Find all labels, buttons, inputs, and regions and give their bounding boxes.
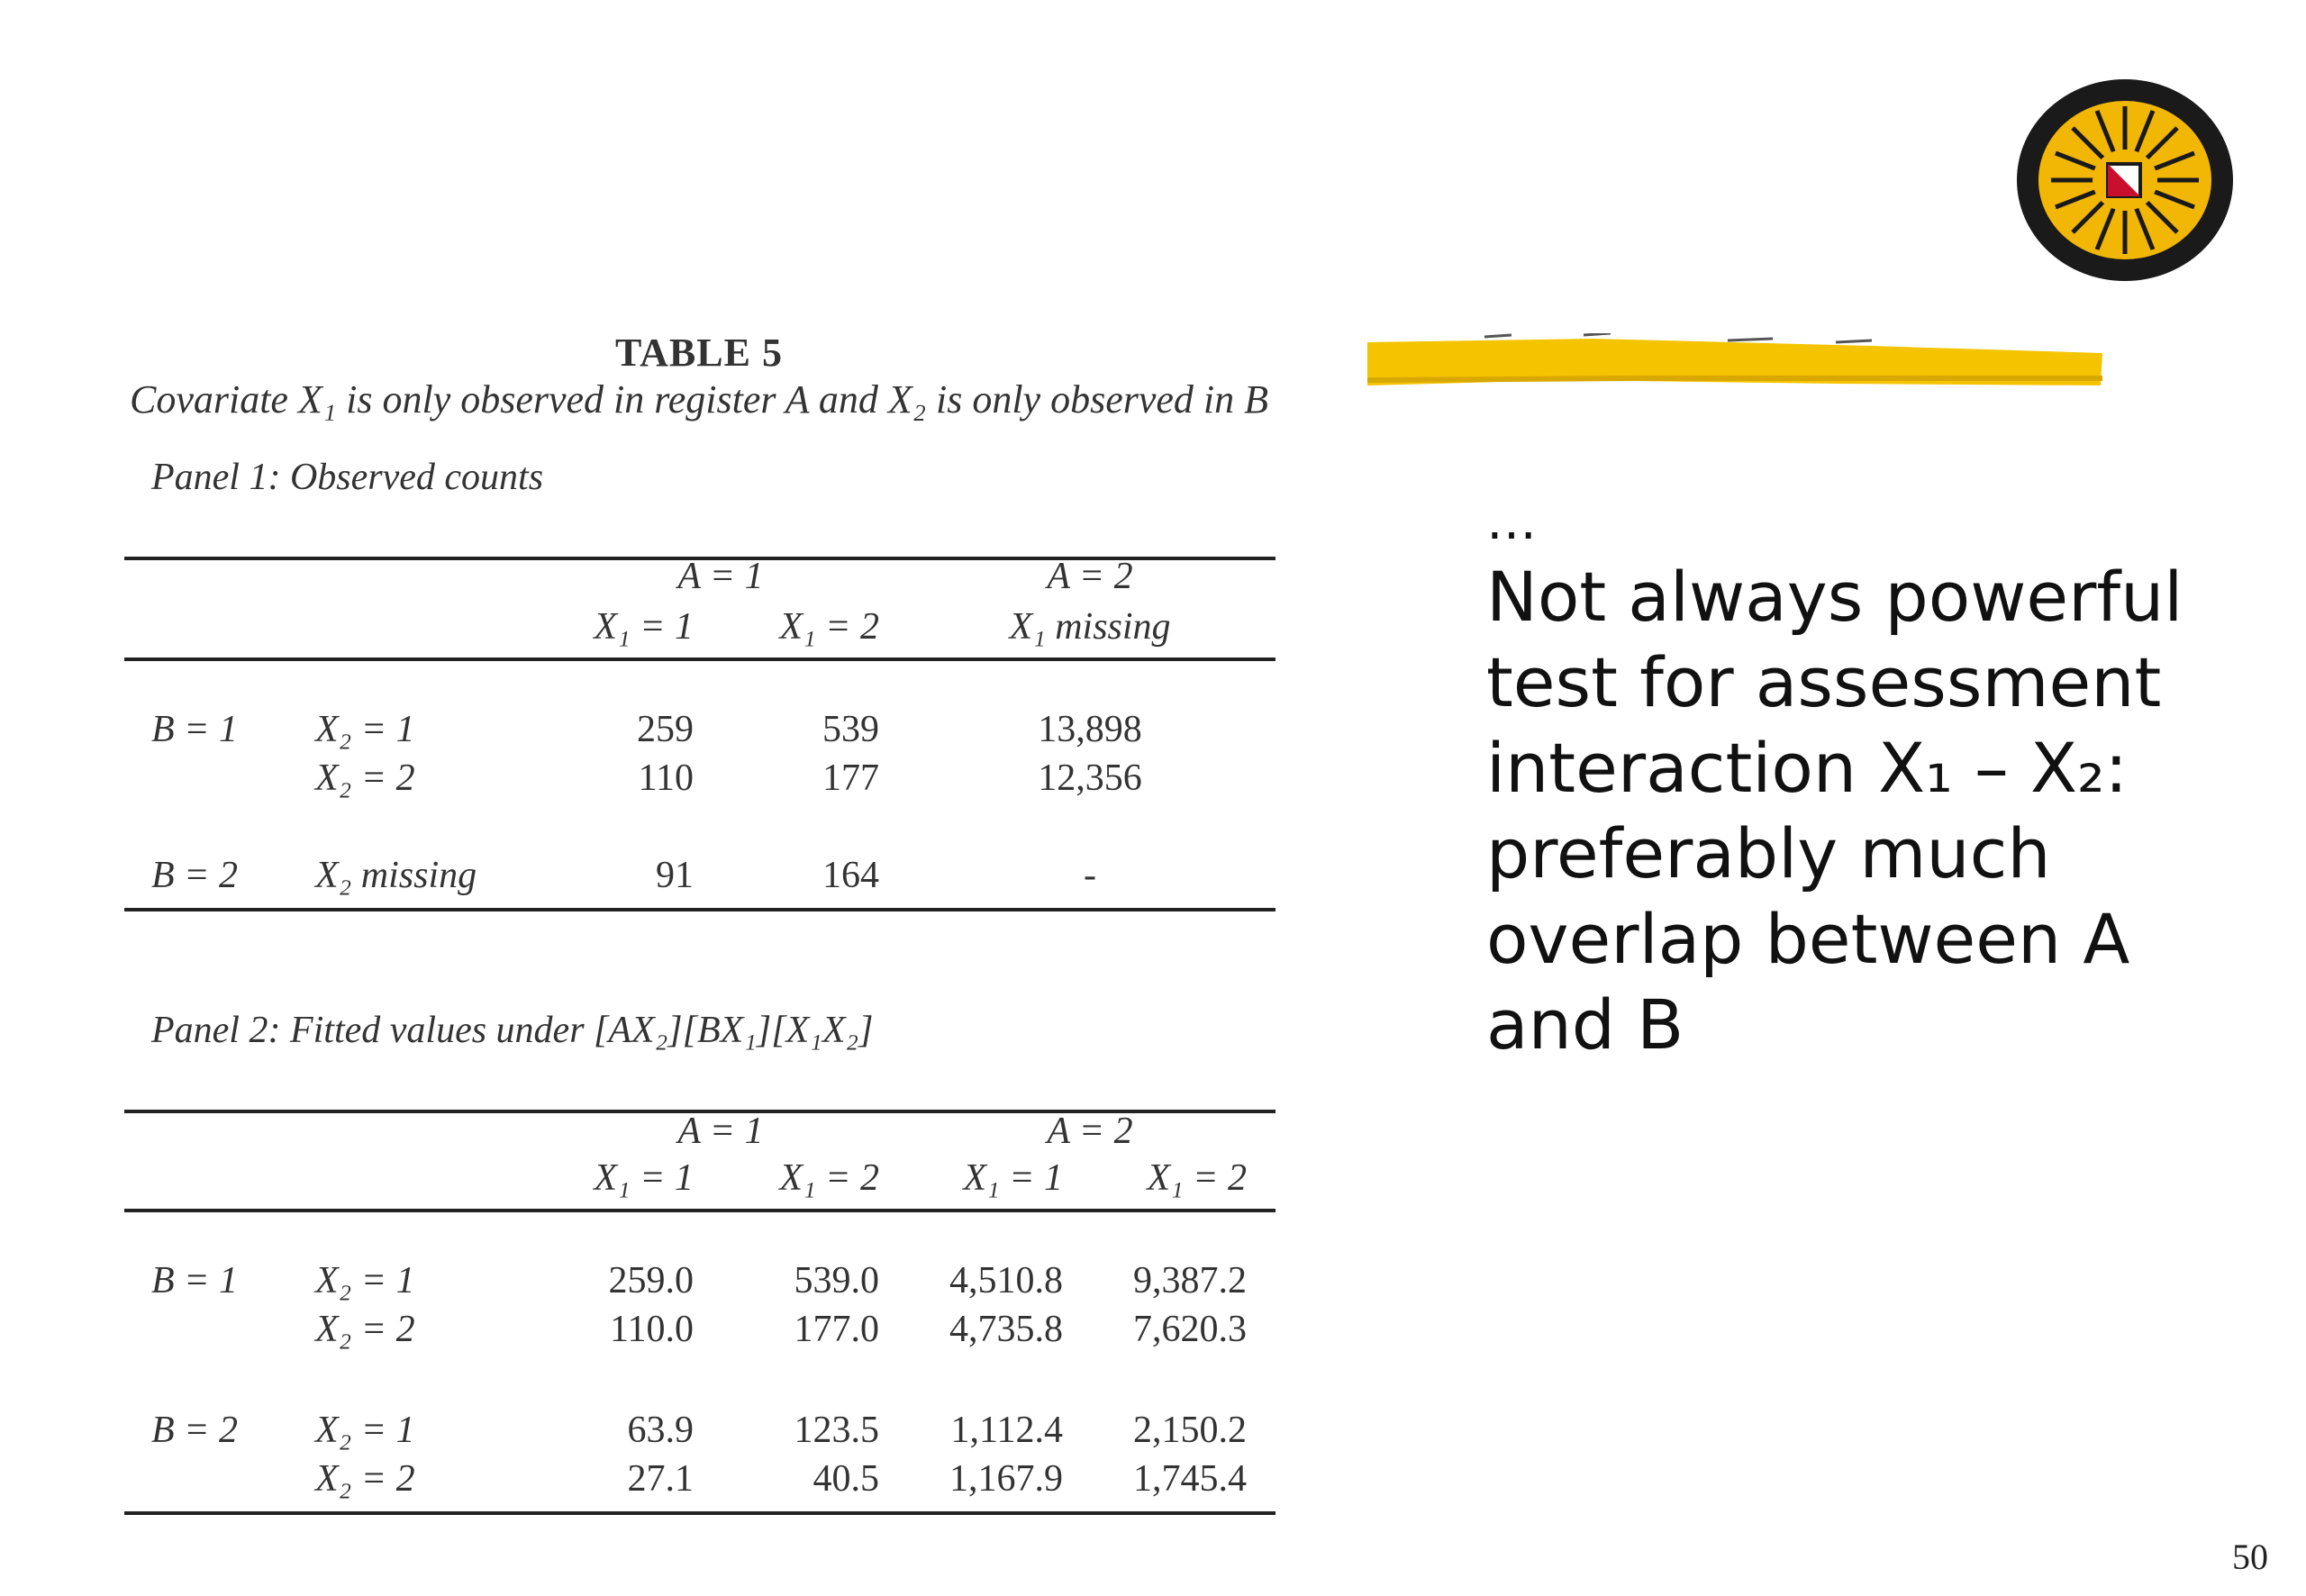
panel2-col-header: X₁ = 1 — [963, 1157, 1063, 1199]
table-cell: 1,112.4 — [950, 1410, 1063, 1451]
table-cell: 539 — [822, 709, 879, 750]
table-cell: 63.9 — [627, 1410, 694, 1451]
table-cell: 91 — [656, 855, 694, 896]
panel2-row-x2: X₂ = 2 — [315, 1309, 415, 1350]
panel1-row-x2: X₂ = 1 — [315, 709, 415, 750]
panel2-header-rule — [124, 1209, 1276, 1212]
panel2-col-header: X₁ = 1 — [594, 1157, 694, 1199]
panel2-row-x2: X₂ = 1 — [315, 1410, 415, 1451]
panel1-col-header: X₁ = 1 — [594, 606, 694, 648]
panel2-col-header: X₁ = 2 — [779, 1157, 879, 1199]
sun-seal-icon — [2007, 70, 2243, 290]
table-cell: 177.0 — [794, 1309, 879, 1350]
panel2-row-x2: X₂ = 1 — [315, 1260, 415, 1301]
table-cell: 110.0 — [610, 1309, 694, 1350]
panel1-row-x2: X₂ missing — [315, 855, 477, 896]
panel2-col-header: X₁ = 2 — [1147, 1157, 1247, 1199]
side-text-line: preferably much — [1486, 813, 2051, 893]
table-cell: 1,745.4 — [1133, 1458, 1247, 1500]
table-cell: 27.1 — [627, 1458, 694, 1500]
table-cell: 123.5 — [794, 1410, 879, 1451]
table-cell: 2,150.2 — [1133, 1410, 1247, 1451]
panel1-row-x2: X₂ = 2 — [315, 757, 415, 799]
panel2-group-a1: A = 1 — [677, 1111, 764, 1152]
table-cell: 12,356 — [1038, 757, 1142, 799]
panel2-row-b: B = 2 — [151, 1410, 238, 1451]
panel2-row-b: B = 1 — [151, 1260, 238, 1301]
panel1-col-header: X₁ missing — [1009, 606, 1171, 648]
panel1-title: Panel 1: Observed counts — [151, 457, 544, 498]
side-text-line: Not always powerful — [1486, 557, 2183, 637]
panel2-group-a2: A = 2 — [1047, 1111, 1133, 1152]
table-caption: Covariate X₁ is only observed in register A and X₂ is only observed in B — [129, 377, 1269, 422]
table-cell: 9,387.2 — [1133, 1260, 1247, 1301]
side-text-line: interaction X₁ – X₂: — [1486, 728, 2129, 808]
panel2-bottom-rule — [124, 1511, 1276, 1515]
side-text-line: and B — [1486, 984, 1684, 1065]
panel1-group-a2: A = 2 — [1047, 556, 1133, 597]
panel1-row-b: B = 2 — [151, 855, 238, 896]
panel1-row-b: B = 1 — [151, 709, 238, 750]
page-number: 50 — [2232, 1537, 2268, 1577]
table-cell: 40.5 — [813, 1458, 879, 1500]
table-cell: 259.0 — [608, 1260, 694, 1301]
panel1-bottom-rule — [124, 908, 1276, 911]
table-cell: 1,167.9 — [949, 1458, 1063, 1500]
table-title: TABLE 5 — [615, 331, 783, 375]
ellipsis-text: … — [1486, 493, 1537, 551]
panel1-group-a1: A = 1 — [677, 556, 764, 597]
table-cell: 177 — [822, 757, 879, 799]
table-cell: 4,510.8 — [949, 1260, 1063, 1301]
table-cell: 7,620.3 — [1133, 1309, 1247, 1350]
university-seal-logo — [2007, 70, 2243, 290]
table-cell: - — [1084, 855, 1096, 896]
table-cell: 13,898 — [1038, 709, 1142, 750]
table-cell: 539.0 — [794, 1260, 879, 1301]
table-cell: 259 — [637, 709, 694, 750]
panel2-row-x2: X₂ = 2 — [315, 1458, 415, 1500]
panel1-col-header: X₁ = 2 — [779, 606, 879, 648]
table-cell: 110 — [638, 757, 694, 799]
table-cell: 164 — [822, 855, 879, 896]
side-text-line: overlap between A — [1486, 899, 2130, 979]
panel2-title: Panel 2: Fitted values under [AX₂][BX₁][X₁X₂] — [151, 1010, 874, 1051]
highlight-bar — [1367, 333, 2102, 393]
side-text-line: test for assessment — [1486, 642, 2162, 722]
table-cell: 4,735.8 — [949, 1309, 1063, 1350]
panel1-header-rule — [124, 657, 1276, 661]
side-text-block — [1486, 491, 2279, 1067]
